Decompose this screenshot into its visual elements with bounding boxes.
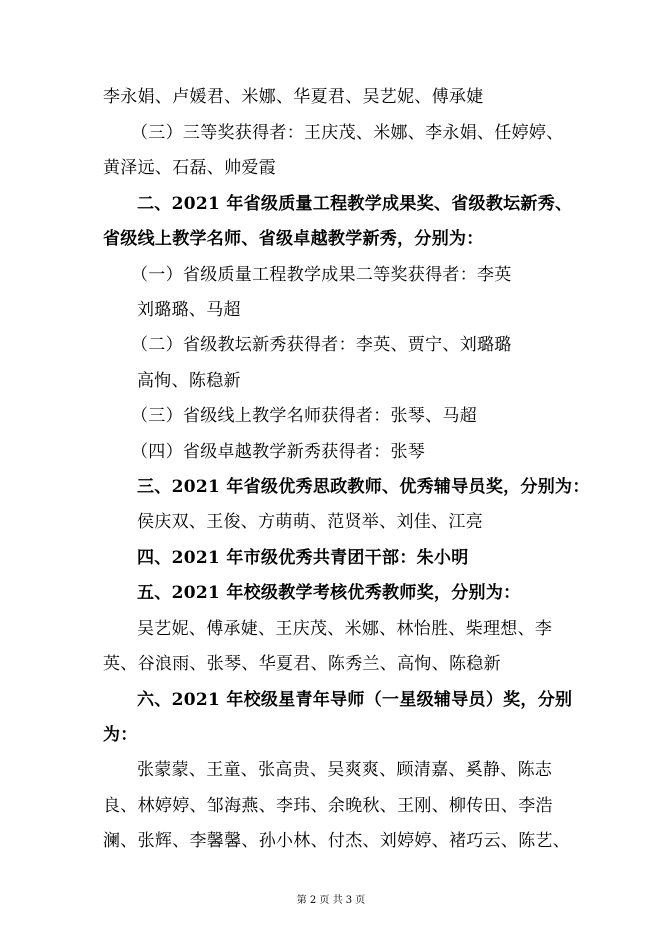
section-heading-6: 六、2021 年校级星青年导师（一星级辅导员）奖，分别 bbox=[137, 690, 573, 710]
section-heading-5: 五、2021 年校级教学考核优秀教师奖，分别为： bbox=[137, 583, 521, 603]
text-line-17: 英、谷浪雨、张琴、华夏君、陈秀兰、高恂、陈稳新 bbox=[103, 654, 501, 674]
text-line-2: （三）三等奖获得者：王庆茂、米娜、李永娟、任婷婷、 bbox=[131, 123, 564, 143]
text-line-22: 澜、张辉、李馨馨、孙小林、付杰、刘婷婷、褚巧云、陈艺、 bbox=[103, 831, 571, 851]
section-heading-4: 四、2021 年市级优秀共青团干部：朱小明 bbox=[137, 548, 469, 568]
text-line-11: （四）省级卓越教学新秀获得者：张琴 bbox=[131, 442, 426, 462]
text-line-16: 吴艺妮、傅承婕、王庆茂、米娜、林怡胜、柴理想、李 bbox=[137, 619, 553, 639]
text-line-1: 李永娟、卢媛君、米娜、华夏君、吴艺妮、傅承婕 bbox=[103, 87, 484, 107]
text-line-21: 良、林婷婷、邹海燕、李玮、余晚秋、王刚、柳传田、李浩 bbox=[103, 796, 553, 816]
text-line-10: （三）省级线上教学名师获得者：张琴、马超 bbox=[131, 406, 477, 426]
section-heading-2-cont: 省级线上教学名师、省级卓越教学新秀，分别为： bbox=[103, 229, 484, 249]
text-line-13: 侯庆双、王俊、方萌萌、范贤举、刘佳、江亮 bbox=[137, 512, 483, 532]
text-line-3: 黄泽远、石磊、帅爱霞 bbox=[103, 158, 276, 178]
text-line-8: （二）省级教坛新秀获得者：李英、贾宁、刘璐璐 bbox=[131, 335, 512, 355]
text-line-9: 高恂、陈稳新 bbox=[137, 371, 241, 391]
text-line-6: （一）省级质量工程教学成果二等奖获得者：李英 bbox=[131, 265, 512, 285]
page-footer: 第 2 页 共 3 页 bbox=[296, 895, 366, 906]
section-heading-3: 三、2021 年省级优秀思政教师、优秀辅导员奖，分别为： bbox=[137, 477, 590, 497]
section-heading-2: 二、2021 年省级质量工程教学成果奖、省级教坛新秀、 bbox=[137, 194, 573, 214]
text-line-7: 刘璐璐、马超 bbox=[137, 300, 241, 320]
section-heading-6-cont: 为： bbox=[103, 725, 138, 745]
text-line-20: 张蒙蒙、王童、张高贵、吴爽爽、顾清嘉、奚静、陈志 bbox=[137, 760, 553, 780]
